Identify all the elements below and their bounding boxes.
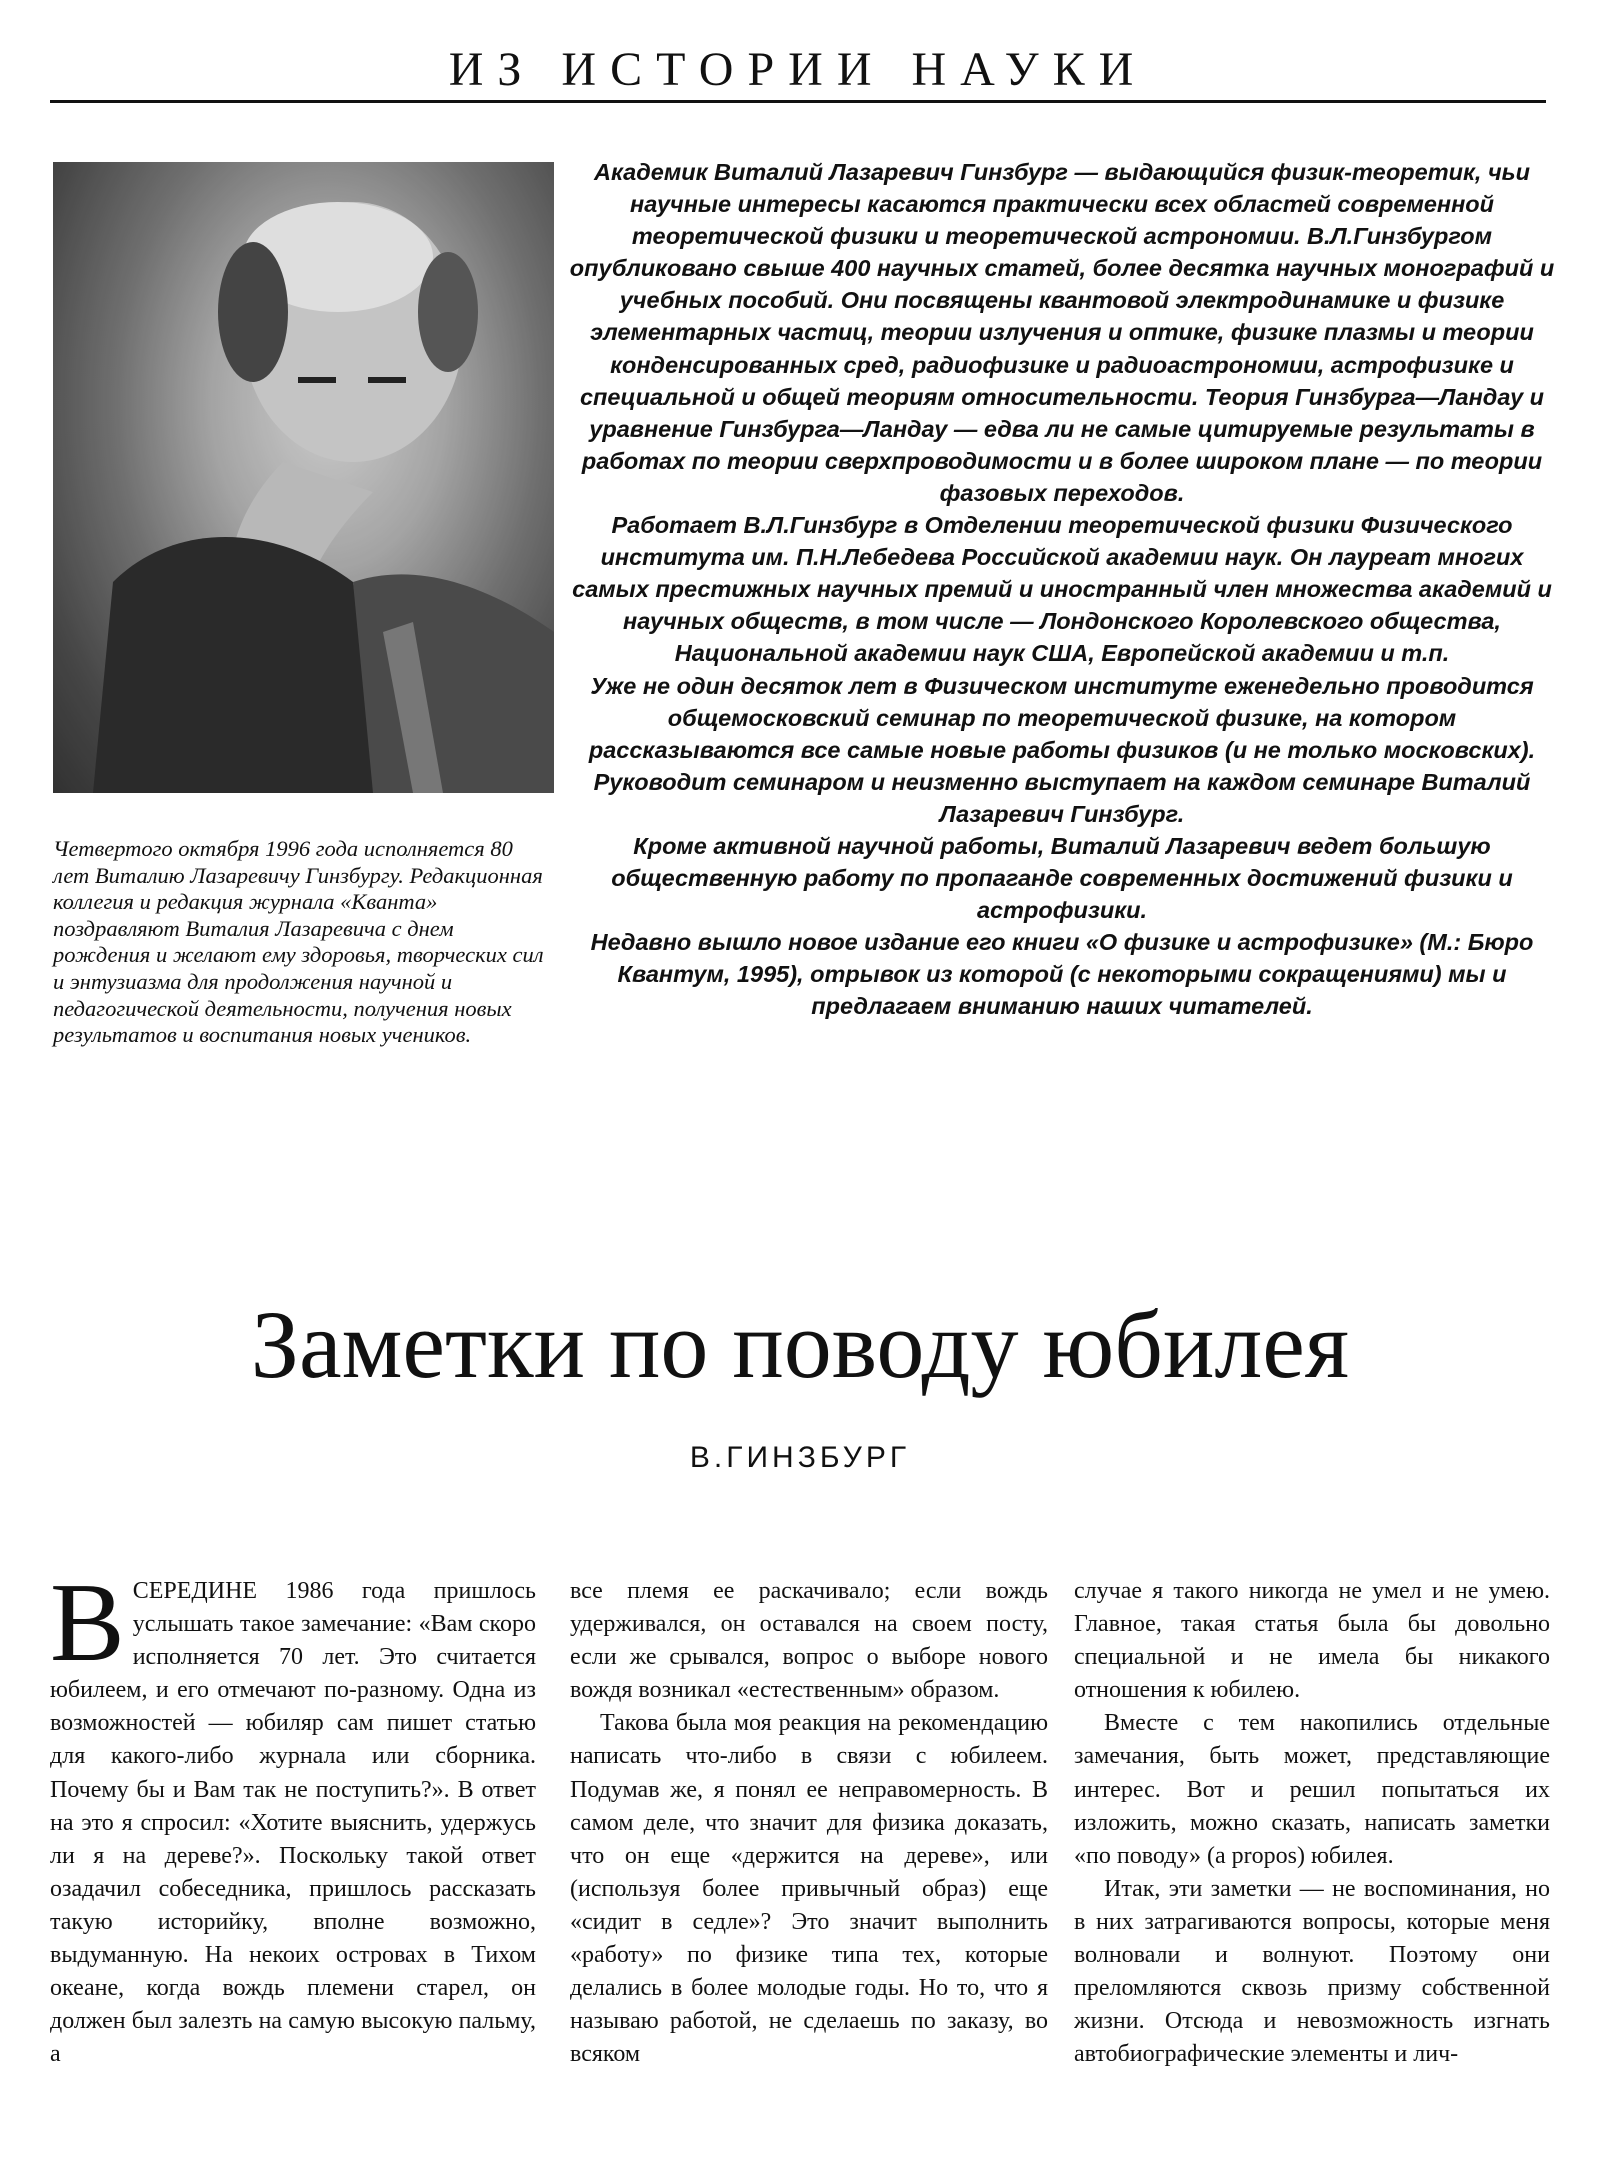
intro-paragraph: Уже не один десяток лет в Физическом институте еженедельно проводится общемосковский семинар по теоретической физике, на котором рассказываются все самые новые работы физиков (и не только московских). Руководит семинаром и неизменно выступает на каждом семинаре Виталий Лазаревич Гинзбург. — [588, 672, 1536, 827]
article-column-2 — [570, 1575, 1048, 2135]
caption-text: Четвертого октября 1996 года исполняется 80 лет Виталию Лазаревичу Гинзбургу. Редакционная коллегия и редакция журнала «Кванта» поздравляют Виталия Лазаревича с днем рождения и желают ему здоровья, творческих сил и энтузиазма для продолжения научной и педагогической деятельности, получения новых результатов и воспитания новых учеников. — [53, 836, 544, 1048]
article-author: В.ГИНЗБУРГ — [689, 1441, 911, 1474]
portrait-illustration — [53, 162, 554, 793]
article-paragraph: Такова была моя реакция на рекомендацию написать что-либо в связи с юбилеем. Подумав же, я понял ее неправомерность. В самом деле, что значит для физика доказать, что он еще «держится на дереве», или (используя более привычный образ) еще «сидит в седле»? Это значит выполнить «работу» по физике типа тех, которые делались в более молодые годы. Но то, что я называю работой, не сделаешь по заказу, во всяком — [570, 1710, 1048, 2068]
intro-paragraph: Работает В.Л.Гинзбург в Отделении теоретической физики Физического института им. П.Н.Лебедева Российской академии наук. Он лауреат многих самых престижных научных премий и иностранный член множества академий и научных обществ, в том числе — Лондонского Королевского общества, Национальной академии наук США, Европейской академии и т.п. — [572, 512, 1552, 667]
article-paragraph: случае я такого никогда не умел и не умею. Главное, такая статья была бы довольно специальной и не имела бы никакого отношения к юбилею. — [1074, 1578, 1550, 1704]
intro-paragraph: Кроме активной научной работы, Виталий Лазаревич ведет большую общественную работу по пропаганде современных достижений физики и астрофизики. — [611, 832, 1513, 924]
article-paragraph: все племя ее раскачивало; если вождь удерживался, он оставался на своем посту, если же срывался, вопрос о выборе нового вождя возникал «естественным» образом. — [570, 1578, 1048, 1704]
intro-paragraph: Недавно вышло новое издание его книги «О физике и астрофизике» (М.: Бюро Квантум, 1995), отрывок из которой (с некоторыми сокращениями) мы и предлагаем вниманию наших читателей. — [590, 929, 1534, 1020]
photo-caption — [53, 836, 553, 1049]
drop-cap: В — [50, 1575, 125, 1685]
article-paragraph: Вместе с тем накопились отдельные замечания, быть может, представляющие интерес. Вот и решил попытаться их изложить, можно сказать, написать заметки «по поводу» (a propos) юбилея. — [1074, 1710, 1550, 1869]
header-rule — [50, 100, 1546, 103]
section-title: ИЗ ИСТОРИИ НАУКИ — [448, 43, 1148, 96]
article-title: Заметки по поводу юбилея — [250, 1291, 1350, 1398]
paragraph-text: СЕРЕДИНЕ 1986 года пришлось услышать такое замечание: «Вам скоро исполняется 70 лет. Это считается юбилеем, и его отмечают по-разному. Одна из возможностей — юбиляр сам пишет статью для какого-либо журнала или сборника. Почему бы и Вам так не поступить?». В ответ на это я спросил: «Хотите выяснить, удержусь ли я на дереве?». Поскольку такой ответ озадачил собеседника, пришлось рассказать такую историйку, вполне возможно, выдуманную. На некоих островах в Тихом океане, когда вождь племени старел, он должен был залезть на самую высокую пальму, а — [50, 1578, 536, 2068]
article-paragraph — [50, 1575, 536, 2071]
intro-paragraph: Академик Виталий Лазаревич Гинзбург — выдающийся физик-теоретик, чьи научные интересы касаются практически всех областей современной теоретической физики и теоретической астрономии. В.Л.Гинзбургом опубликовано свыше 400 научных статей, более десятка научных монографий и учебных пособий. Они посвящены квантовой электродинамике и физике элементарных частиц, теории излучения и оптике, физике плазмы и теории конденсированных сред, радиофизике и радиоастрономии, астрофизике и специальной и общей теориям относительности. Теория Гинзбурга—Ландау и уравнение Гинзбурга—Ландау — едва ли не самые цитируемые результаты в работах по теории сверхпроводимости и в более широком плане — по теории фазовых переходов. — [569, 159, 1555, 506]
article-column-3 — [1074, 1575, 1550, 2135]
article-paragraph: Итак, эти заметки — не воспоминания, но в них затрагиваются вопросы, которые меня волновали и волнуют. Поэтому они преломляются сквозь призму собственной жизни. Отсюда и невозможность изгнать автобиографические элементы и лич- — [1074, 1875, 1550, 2068]
portrait-photo — [53, 162, 554, 793]
article-column-1 — [50, 1575, 536, 2135]
intro-text — [562, 156, 1562, 1023]
